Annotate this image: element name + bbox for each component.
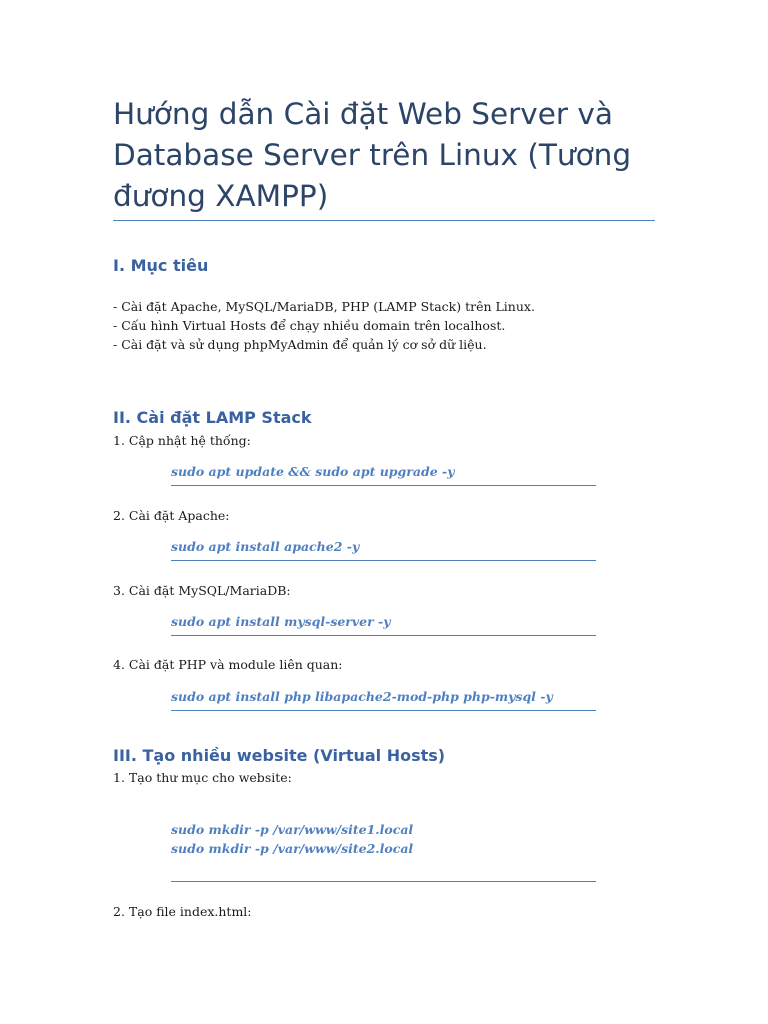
section-heading-objectives: I. Mục tiêu xyxy=(113,256,209,275)
code-block xyxy=(171,820,596,858)
objective-item: - Cài đặt Apache, MySQL/MariaDB, PHP (LAMP Stack) trên Linux. xyxy=(113,299,535,314)
objective-item: - Cấu hình Virtual Hosts để chạy nhiều domain trên localhost. xyxy=(113,318,506,333)
code-line: sudo mkdir -p /var/www/site2.local xyxy=(171,841,414,856)
objective-item: - Cài đặt và sử dụng phpMyAdmin để quản lý cơ sở dữ liệu. xyxy=(113,337,487,352)
code-divider xyxy=(171,560,596,561)
code-divider xyxy=(171,635,596,636)
section-heading-lamp: II. Cài đặt LAMP Stack xyxy=(113,408,312,427)
code-line: sudo mkdir -p /var/www/site1.local xyxy=(171,822,414,837)
document-title: Hướng dẫn Cài đặt Web Server và Database Server trên Linux (Tương đương XAMPP) xyxy=(113,97,632,213)
step-label: 4. Cài đặt PHP và module liên quan: xyxy=(113,657,343,672)
code-block: sudo apt install mysql-server -y xyxy=(171,614,391,629)
step-label: 2. Tạo file index.html: xyxy=(113,904,252,919)
code-divider xyxy=(171,881,596,882)
code-block: sudo apt install apache2 -y xyxy=(171,539,360,554)
step-label: 1. Tạo thư mục cho website: xyxy=(113,770,292,785)
code-divider xyxy=(171,710,596,711)
code-block: sudo apt install php libapache2-mod-php php-mysql -y xyxy=(171,689,553,704)
step-label: 3. Cài đặt MySQL/MariaDB: xyxy=(113,583,291,598)
code-divider xyxy=(171,485,596,486)
section-heading-virtual-hosts: III. Tạo nhiều website (Virtual Hosts) xyxy=(113,746,446,765)
step-label: 1. Cập nhật hệ thống: xyxy=(113,433,251,448)
code-block: sudo apt update && sudo apt upgrade -y xyxy=(171,464,455,479)
step-label: 2. Cài đặt Apache: xyxy=(113,508,230,523)
title-divider xyxy=(113,220,655,221)
